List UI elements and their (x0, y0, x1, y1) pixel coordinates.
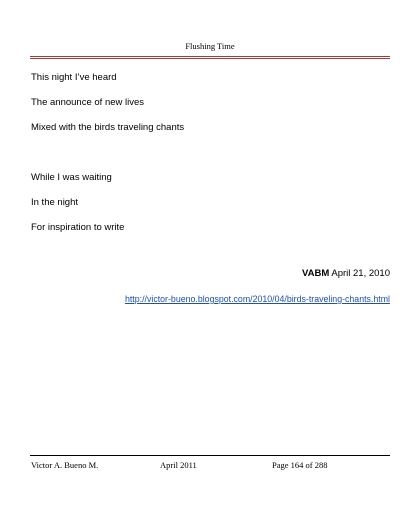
signature-date: April 21, 2010 (331, 268, 390, 279)
signature-line (302, 268, 390, 279)
author-initials: VABM (301, 268, 330, 279)
footer-author: Victor A. Bueno M. (31, 460, 99, 470)
poem-line: In the night (31, 197, 79, 208)
footer-page-number: Page 164 of 288 (272, 460, 328, 470)
poem-line: Mixed with the birds traveling chants (31, 122, 185, 133)
poem-line: The announce of new lives (31, 97, 145, 108)
footer-date: April 2011 (160, 460, 197, 470)
poem-line: While I was waiting (31, 172, 112, 183)
footer-divider (30, 455, 390, 456)
blog-link[interactable]: http://victor-bueno.blogspot.com/2010/04/birds-traveling-chants.html (124, 294, 390, 304)
header-divider (30, 56, 390, 59)
running-header-title: Flushing Time (185, 41, 235, 51)
poem-line: This night I’ve heard (31, 72, 117, 83)
poem-line: For inspiration to write (31, 222, 125, 233)
